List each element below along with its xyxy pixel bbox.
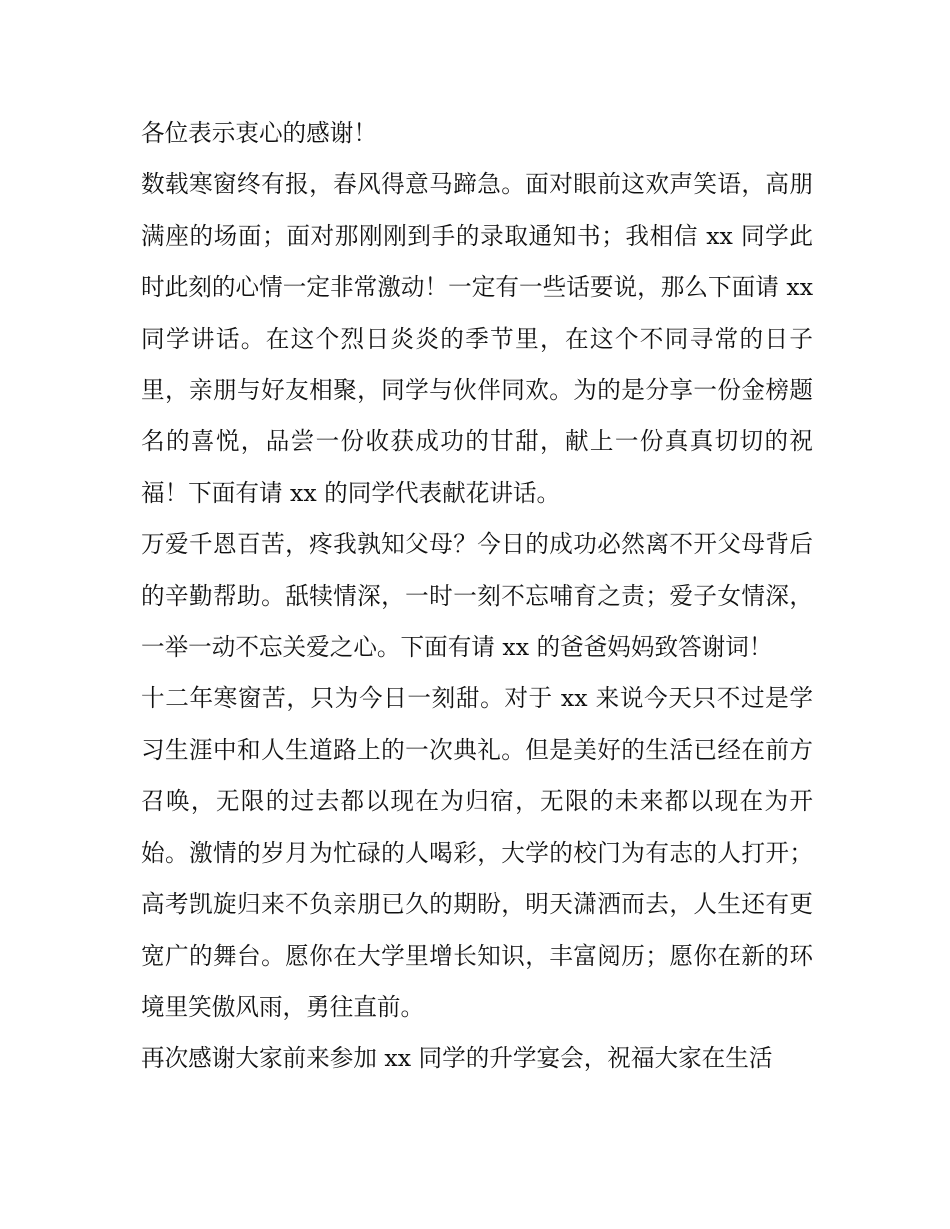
- paragraph-congratulation: 数载寒窗终有报，春风得意马蹄急。面对眼前这欢声笑语，高朋满座的场面；面对那刚刚到手的录取通知书；我相信 xx 同学此时此刻的心情一定非常激动！一定有一些话要说，那么下面请 xx 同学讲话。在这个烈日炎炎的季节里，在这个不同寻常的日子里，亲朋与好友相聚，同学与伙伴同欢。为的是分享一份金榜题名的喜悦，品尝一份收获成功的甘甜，献上一份真真切切的祝福！下面有请 xx 的同学代表献花讲话。: [141, 170, 813, 507]
- paragraph-closing: 再次感谢大家前来参加 xx 同学的升学宴会，祝福大家在生活: [141, 1044, 773, 1073]
- paragraph-parents: 万爱千恩百苦，疼我孰知父母？今日的成功必然离不开父母背后的辛勤帮助。舐犊情深，一时一刻不忘哺育之责；爱子女情深，一举一动不忘关爱之心。下面有请 xx 的爸爸妈妈致答谢词！: [141, 530, 813, 662]
- paragraph-future: 十二年寒窗苦，只为今日一刻甜。对于 xx 来说今天只不过是学习生涯中和人生道路上的一次典礼。但是美好的生活已经在前方召唤，无限的过去都以现在为归宿，无限的未来都以现在为开始。激情的岁月为忙碌的人喝彩，大学的校门为有志的人打开；高考凯旋归来不负亲朋已久的期盼，明天潇洒而去，人生还有更宽广的舞台。愿你在大学里增长知识，丰富阅历；愿你在新的环境里笑傲风雨，勇往直前。: [141, 684, 813, 1021]
- document-body: [141, 108, 813, 1085]
- paragraph-thanks: 各位表示衷心的感谢！: [141, 119, 377, 147]
